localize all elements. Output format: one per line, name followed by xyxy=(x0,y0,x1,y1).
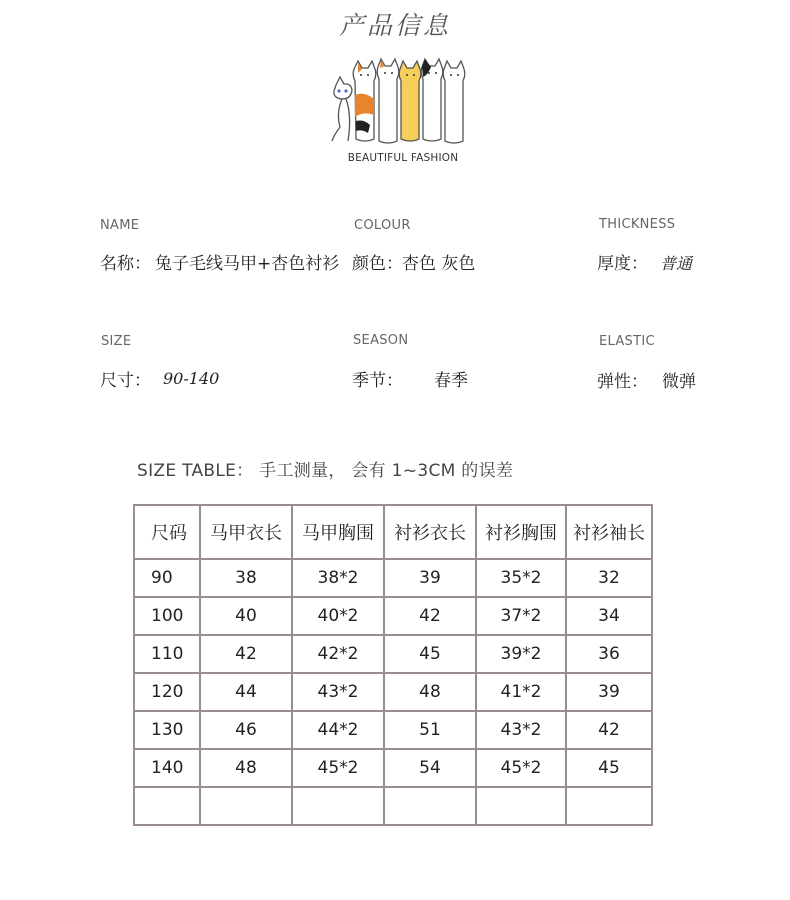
name-label-cn: 名称： xyxy=(100,254,151,274)
season-label-en: SEASON xyxy=(353,333,409,348)
table-cell: 43*2 xyxy=(476,711,566,749)
table-cell: 41*2 xyxy=(476,673,566,711)
table-cell: 39 xyxy=(566,673,652,711)
table-cell: 42 xyxy=(200,635,292,673)
elastic-label-cn: 弹性： xyxy=(597,372,648,392)
size-label-en: SIZE xyxy=(101,334,132,349)
size-table xyxy=(133,504,653,826)
table-cell: 44*2 xyxy=(292,711,384,749)
table-cell-empty xyxy=(134,787,200,825)
table-cell: 35*2 xyxy=(476,559,566,597)
name-value: 兔子毛线马甲+杏色衬衫 xyxy=(155,254,340,274)
table-cell: 44 xyxy=(200,673,292,711)
colour-label-en: COLOUR xyxy=(354,218,411,233)
table-cell: 54 xyxy=(384,749,476,787)
table-row-empty xyxy=(134,787,652,825)
table-cell: 40*2 xyxy=(292,597,384,635)
table-cell-empty xyxy=(292,787,384,825)
table-cell: 43*2 xyxy=(292,673,384,711)
table-cell: 34 xyxy=(566,597,652,635)
elastic-label-en: ELASTIC xyxy=(599,334,655,349)
table-cell: 42*2 xyxy=(292,635,384,673)
table-cell: 42 xyxy=(566,711,652,749)
table-cell: 40 xyxy=(200,597,292,635)
table-cell: 45*2 xyxy=(476,749,566,787)
table-cell: 51 xyxy=(384,711,476,749)
table-cell: 45 xyxy=(384,635,476,673)
season-label-cn: 季节： xyxy=(352,371,403,391)
season-value: 春季 xyxy=(434,371,468,391)
table-header-row xyxy=(134,505,652,559)
table-cell: 45*2 xyxy=(292,749,384,787)
table-cell: 39*2 xyxy=(476,635,566,673)
table-cell-empty xyxy=(200,787,292,825)
table-row xyxy=(134,559,652,597)
table-cell: 100 xyxy=(134,597,200,635)
table-cell-empty xyxy=(476,787,566,825)
table-row xyxy=(134,711,652,749)
table-cell: 45 xyxy=(566,749,652,787)
thickness-label-cn: 厚度： xyxy=(597,254,648,274)
size-label-cn: 尺寸： xyxy=(100,371,151,391)
table-header-cell: 尺码 xyxy=(134,505,200,559)
table-cell: 36 xyxy=(566,635,652,673)
table-header-cell: 衬衫袖长 xyxy=(566,505,652,559)
table-cell: 46 xyxy=(200,711,292,749)
brand-label: BEAUTIFUL FASHION xyxy=(347,152,459,164)
table-header-cell: 衬衫衣长 xyxy=(384,505,476,559)
table-header-cell: 马甲衣长 xyxy=(200,505,292,559)
size-value: 90-140 xyxy=(163,369,220,388)
table-cell: 42 xyxy=(384,597,476,635)
table-cell: 130 xyxy=(134,711,200,749)
table-cell-empty xyxy=(566,787,652,825)
table-cell: 32 xyxy=(566,559,652,597)
table-cell: 48 xyxy=(384,673,476,711)
table-cell: 140 xyxy=(134,749,200,787)
table-cell: 39 xyxy=(384,559,476,597)
colour-value: 杏色 灰色 xyxy=(402,254,476,274)
colour-label-cn: 颜色： xyxy=(352,254,403,274)
thickness-label-en: THICKNESS xyxy=(599,217,676,232)
table-cell: 38*2 xyxy=(292,559,384,597)
page-title: 产品信息 xyxy=(338,11,451,40)
table-row xyxy=(134,749,652,787)
table-row xyxy=(134,673,652,711)
name-label-en: NAME xyxy=(100,218,140,233)
thickness-value: 普通 xyxy=(660,254,693,273)
table-row xyxy=(134,635,652,673)
table-cell-empty xyxy=(384,787,476,825)
table-header-cell: 马甲胸围 xyxy=(292,505,384,559)
table-cell: 90 xyxy=(134,559,200,597)
table-row xyxy=(134,597,652,635)
table-cell: 38 xyxy=(200,559,292,597)
table-header-cell: 衬衫胸围 xyxy=(476,505,566,559)
elastic-value: 微弹 xyxy=(662,372,696,392)
table-cell: 120 xyxy=(134,673,200,711)
table-cell: 48 xyxy=(200,749,292,787)
size-table-title: SIZE TABLE： 手工测量， 会有 1~3CM 的误差 xyxy=(137,461,514,481)
table-cell: 37*2 xyxy=(476,597,566,635)
table-cell: 110 xyxy=(134,635,200,673)
